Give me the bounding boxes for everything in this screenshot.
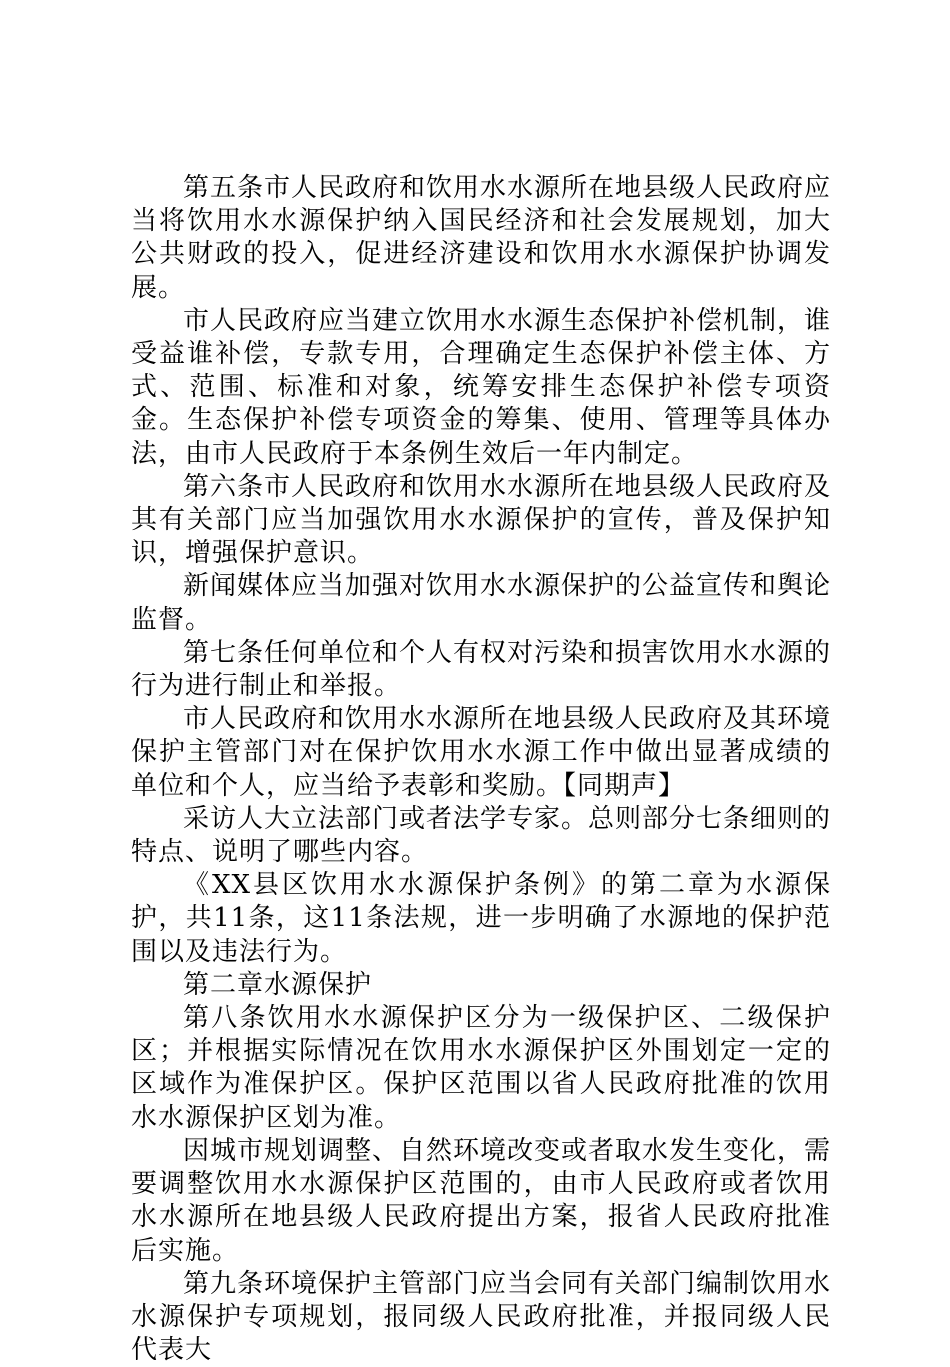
paragraph-article-8: 第八条饮用水水源保护区分为一级保护区、二级保护区；并根据实际情况在饮用水水源保护区外围划定一定的区域作为准保护区。保护区范围以省人民政府批准的饮用水水源保护区划为准。 xyxy=(131,1003,831,1133)
paragraph-article-9: 第九条环境保护主管部门应当会同有关部门编制饮用水水源保护专项规划，报同级人民政府批准，并报同级人民代表大 xyxy=(131,1268,832,1366)
paragraph-zone-adjustment: 因城市规划调整、自然环境改变或者取水发生变化，需要调整饮用水水源保护区范围的，由市人民政府或者饮用水水源所在地县级人民政府提出方案，报省人民政府批准后实施。 xyxy=(131,1135,832,1266)
paragraph-article-7: 第七条任何单位和个人有权对污染和损害饮用水水源的行为进行制止和举报。 xyxy=(131,637,832,702)
paragraph-commendation: 市人民政府和饮用水水源所在地县级人民政府及其环境保护主管部门对在保护饮用水水源工作中做出显著成绩的单位和个人，应当给予表彰和奖励。【同期声】 xyxy=(131,704,832,801)
paragraph-news-media: 新闻媒体应当加强对饮用水水源保护的公益宣传和舆论监督。 xyxy=(131,571,832,635)
paragraph-article-6: 第六条市人民政府和饮用水水源所在地县级人民政府及其有关部门应当加强饮用水水源保护的宣传，普及保护知识，增强保护意识。 xyxy=(131,471,832,569)
paragraph-chapter-2-intro: 《XX县区饮用水水源保护条例》的第二章为水源保护，共11条，这11条法规，进一步明确了水源地的保护范围以及违法行为。 xyxy=(131,870,831,967)
paragraph-eco-compensation: 市人民政府应当建立饮用水水源生态保护补偿机制，谁受益谁补偿，专款专用，合理确定生态保护补偿主体、方式、范围、标准和对象，统筹安排生态保护补偿专项资金。生态保护补偿专项资金的筹集、使用、管理等具体办法，由市人民政府于本条例生效后一年内制定。 xyxy=(131,305,832,469)
document-body xyxy=(131,172,831,1367)
chapter-2-heading: 第二章水源保护 xyxy=(183,969,373,1000)
paragraph-interview: 采访人大立法部门或者法学专家。总则部分七条细则的特点、说明了哪些内容。 xyxy=(131,803,832,868)
paragraph-article-5: 第五条市人民政府和饮用水水源所在地县级人民政府应当将饮用水水源保护纳入国民经济和社会发展规划，加大公共财政的投入，促进经济建设和饮用水水源保护协调发展。 xyxy=(131,173,832,303)
